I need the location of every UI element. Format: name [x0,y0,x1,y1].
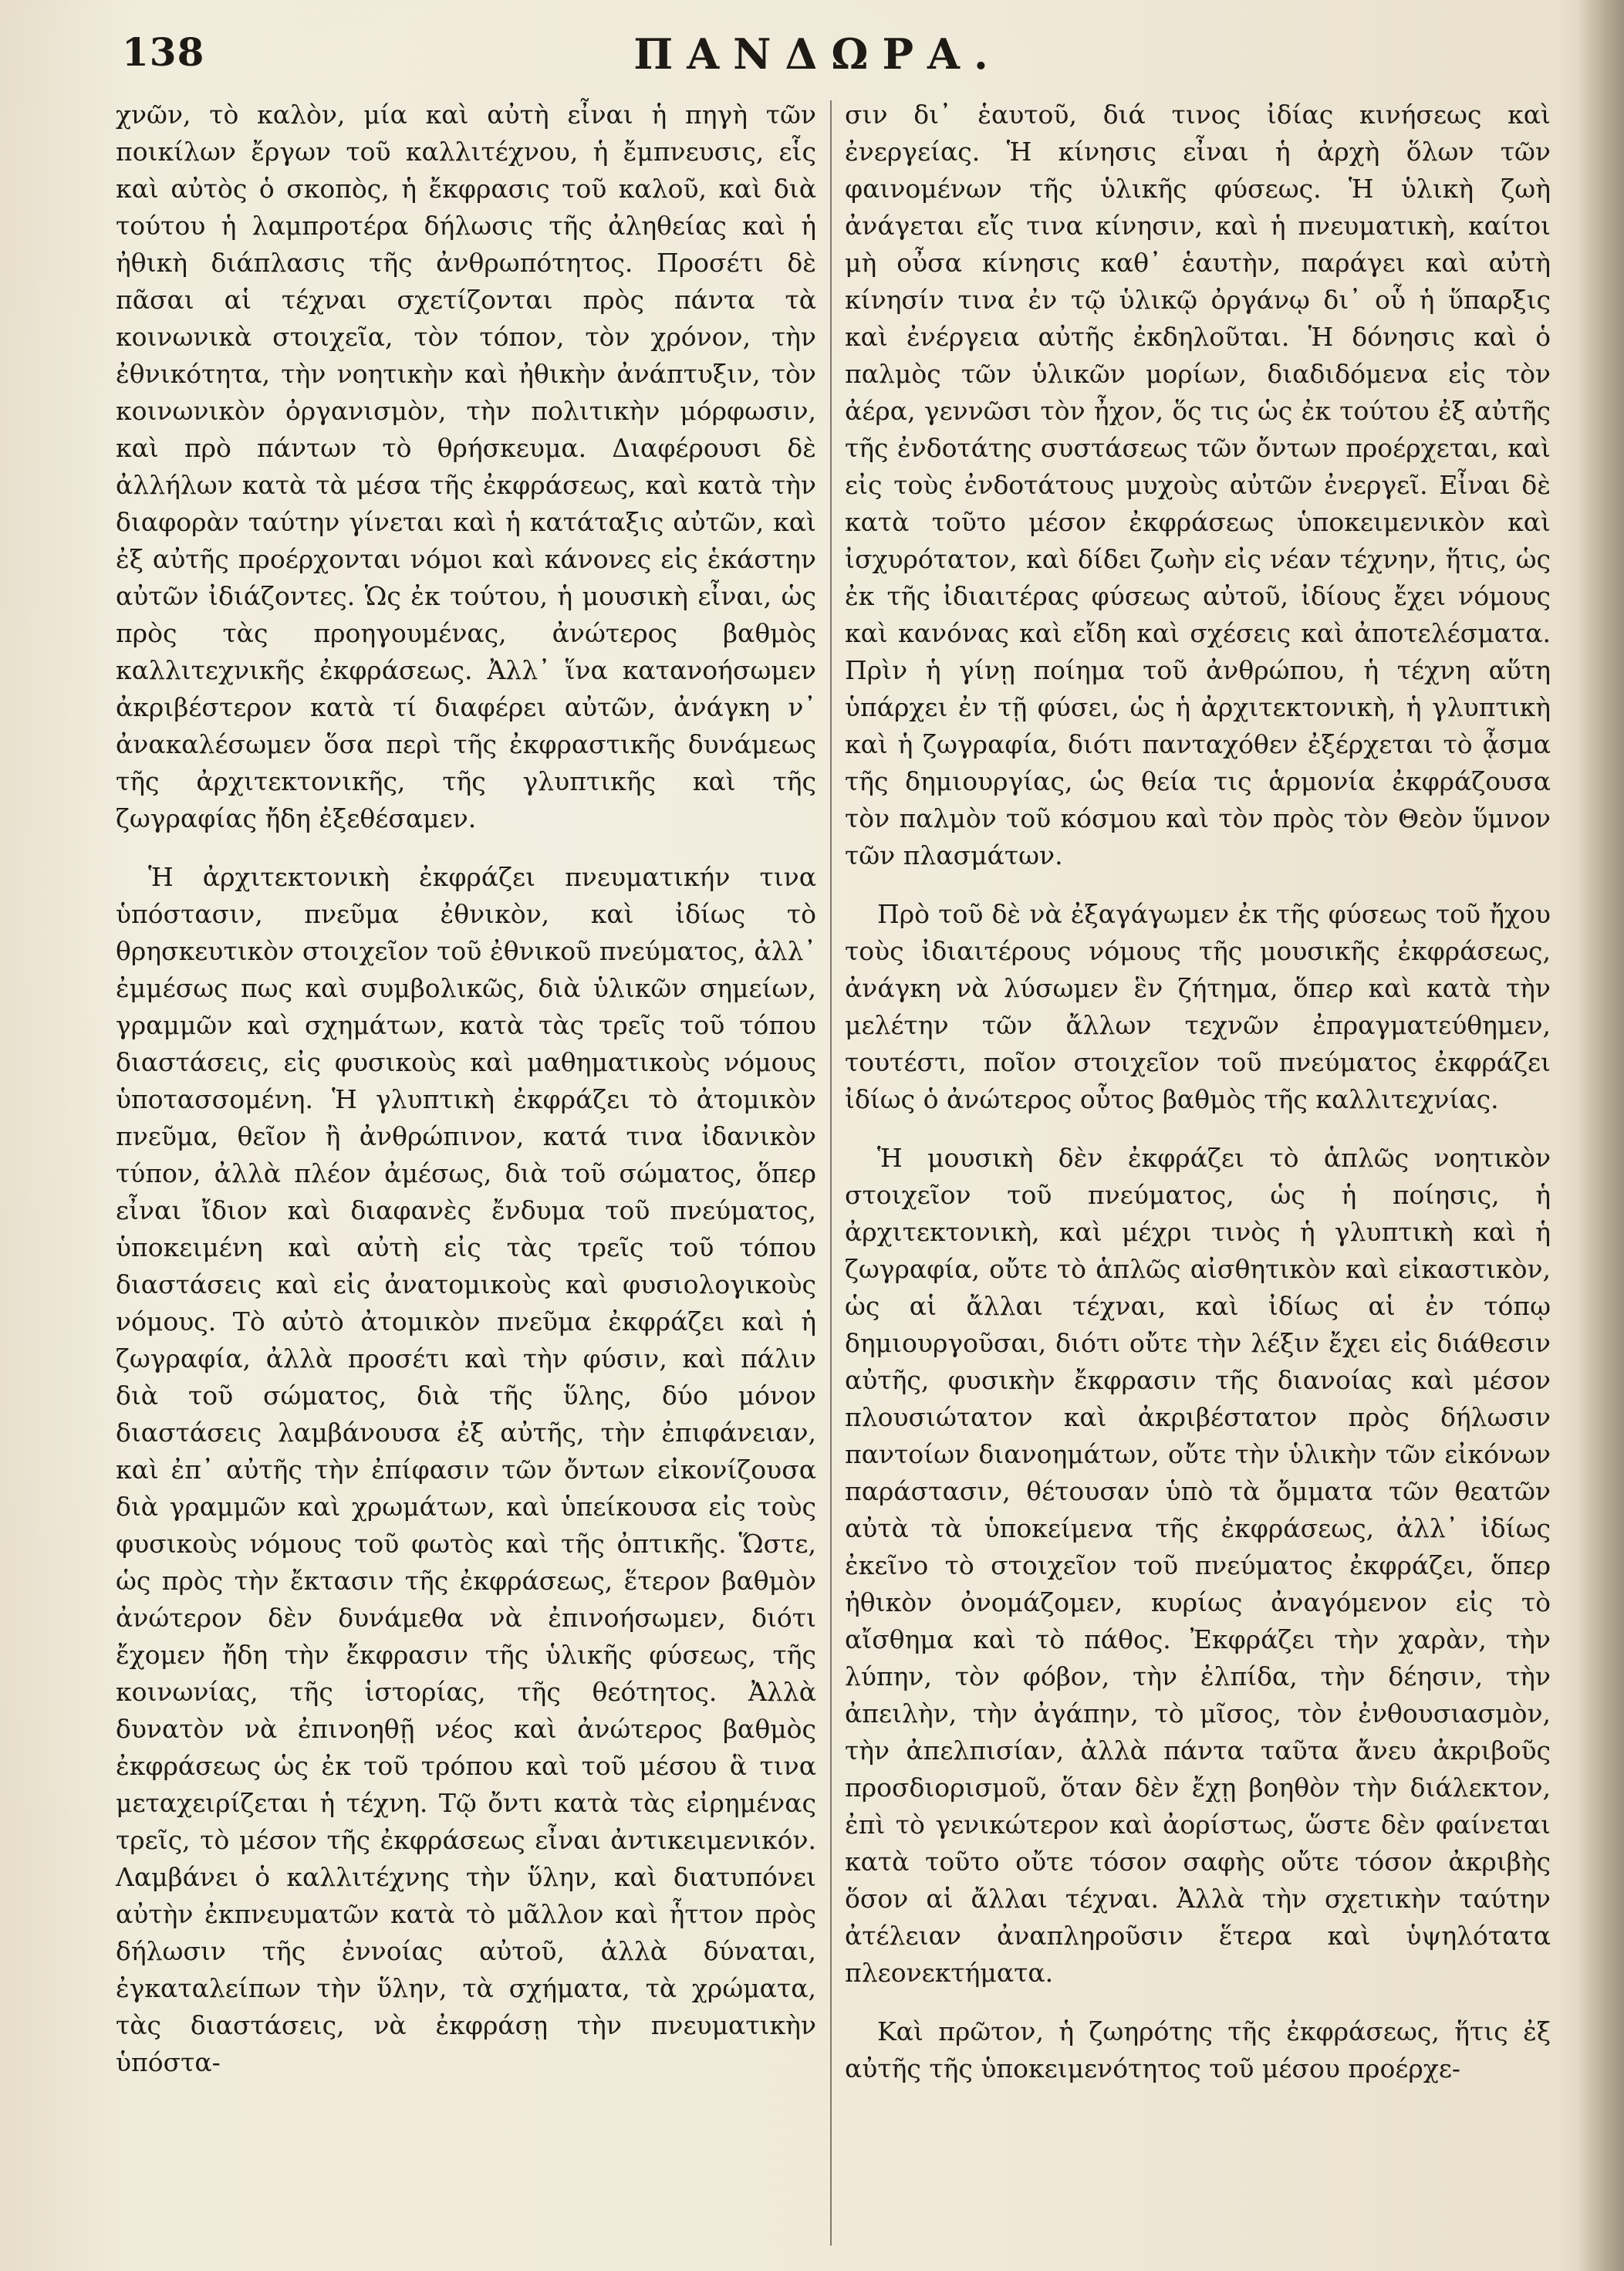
running-title: ΠΑΝΔΩΡΑ. [633,29,1002,79]
left-paragraph-1: χνῶν, τὸ καλὸν, μία καὶ αὐτὴ εἶναι ἡ πηγὴ τῶν ποικίλων ἔργων τοῦ καλλιτέχνου, ἡ ἔμπνευσις, εἷς καὶ αὐτὸς ὁ σκοπὸς, ἡ ἔκφρασις τοῦ καλοῦ, καὶ διὰ τούτου ἡ λαμπροτέρα δήλωσις τῆς ἀληθείας καὶ ἡ ἠθικὴ διάπλασις τῆς ἀνθρωπότητος. Προσέτι δὲ πᾶσαι αἱ τέχναι σχετίζονται πρὸς πάντα τὰ κοινωνικὰ στοιχεῖα, τὸν τόπον, τὸν χρόνον, τὴν ἐθνικότητα, τὴν νοητικὴν καὶ ἠθικὴν ἀνάπτυξιν, τὸν κοινωνικὸν ὀργανισμὸν, τὴν πολιτικὴν μόρφωσιν, καὶ πρὸ πάντων τὸ θρήσκευμα. Διαφέρουσι δὲ ἀλλήλων κατὰ τὰ μέσα τῆς ἐκφράσεως, καὶ κατὰ τὴν διαφορὰν ταύτην γίνεται καὶ ἡ κατάταξις αὐτῶν, καὶ ἐξ αὐτῆς προέρχονται νόμοι καὶ κάνονες εἰς ἑκάστην αὐτῶν ἰδιάζοντες. Ὡς ἐκ τούτου, ἡ μουσικὴ εἶναι, ὡς πρὸς τὰς προηγουμένας, ἀνώτερος βαθμὸς καλλιτεχνικῆς ἐκφράσεως. Ἀλλ᾽ ἵνα κατανοήσωμεν ἀκριβέστερον κατὰ τί διαφέρει αὐτῶν, ἀνάγκη ν᾽ ἀνακαλέσωμεν ὅσα περὶ τῆς ἐκφραστικῆς δυνάμεως τῆς ἀρχιτεκτονικῆς, τῆς γλυπτικῆς καὶ τῆς ζωγραφίας ἤδη ἐξεθέσαμεν. [116,100,816,833]
page-edge-shadow [1578,0,1624,2271]
left-paragraph-2: Ἡ ἀρχιτεκτονικὴ ἐκφράζει πνευματικήν τινα ὑπόστασιν, πνεῦμα ἐθνικὸν, καὶ ἰδίως τὸ θρησκευτικὸν στοιχεῖον τοῦ ἐθνικοῦ πνεύματος, ἀλλ᾽ ἐμμέσως πως καὶ συμβολικῶς, διὰ ὑλικῶν σημείων, γραμμῶν καὶ σχημάτων, κατὰ τὰς τρεῖς τοῦ τόπου διαστάσεις, εἰς φυσικοὺς καὶ μαθηματικοὺς νόμους ὑποτασσομένη. Ἡ γλυπτικὴ ἐκφράζει τὸ ἀτομικὸν πνεῦμα, θεῖον ἢ ἀνθρώπινον, κατά τινα ἰδανικὸν τύπον, ἀλλὰ πλέον ἀμέσως, διὰ τοῦ σώματος, ὅπερ εἶναι ἴδιον καὶ διαφανὲς ἔνδυμα τοῦ πνεύματος, ὑποκειμένη καὶ αὐτὴ εἰς τὰς τρεῖς τοῦ τόπου διαστάσεις καὶ εἰς ἀνατομικοὺς καὶ φυσιολογικοὺς νόμους. Τὸ αὐτὸ ἀτομικὸν πνεῦμα ἐκφράζει καὶ ἡ ζωγραφία, ἀλλὰ προσέτι καὶ τὴν φύσιν, καὶ πάλιν διὰ τοῦ σώματος, διὰ τῆς ὕλης, δύο μόνον διαστάσεις λαμβάνουσα ἐξ αὐτῆς, τὴν ἐπιφάνειαν, καὶ ἐπ᾽ αὐτῆς τὴν ἐπίφασιν τῶν ὄντων εἰκονίζουσα διὰ γραμμῶν καὶ χρωμάτων, καὶ ὑπείκουσα εἰς τοὺς φυσικοὺς νόμους τοῦ φωτὸς καὶ τῆς ὀπτικῆς. Ὥστε, ὡς πρὸς τὴν ἔκτασιν τῆς ἐκφράσεως, ἕτερον βαθμὸν ἀνώτερον δὲν δυνάμεθα νὰ ἐπινοήσωμεν, διότι ἔχομεν ἤδη τὴν ἔκφρασιν τῆς ὑλικῆς φύσεως, τῆς κοινωνίας, τῆς ἱστορίας, τῆς θεότητος. Ἀλλὰ δυνατὸν νὰ ἐπινοηθῇ νέος καὶ ἀνώτερος βαθμὸς ἐκφράσεως ὡς ἐκ τοῦ τρόπου καὶ τοῦ μέσου ἃ τινα μεταχειρίζεται ἡ τέχνη. Τῷ ὄντι κατὰ τὰς εἰρημένας τρεῖς, τὸ μέσον τῆς ἐκφράσεως εἶναι ἀντικειμενικόν. Λαμβάνει ὁ καλλιτέχνης τὴν ὕλην, καὶ διατυπόνει αὐτὴν ἐκπνευματῶν κατὰ τὸ μᾶλλον καὶ ἧττον πρὸς δήλωσιν τῆς ἐννοίας αὐτοῦ, ἀλλὰ δύναται, ἐγκαταλείπων τὴν ὕλην, τὰ σχήματα, τὰ χρώματα, τὰς διαστάσεις, νὰ ἐκφράσῃ τὴν πνευματικὴν ὑπόστα- [116,862,816,2077]
page-header [116,29,1520,99]
right-paragraph-2: Πρὸ τοῦ δὲ νὰ ἐξαγάγωμεν ἐκ τῆς φύσεως τοῦ ἤχου τοὺς ἰδιαιτέρους νόμους τῆς μουσικῆς ἐκφράσεως, ἀνάγκη νὰ λύσωμεν ἓν ζήτημα, ὅπερ καὶ κατὰ τὴν μελέτην τῶν ἄλλων τεχνῶν ἐπραγματεύθημεν, τουτέστι, ποῖον στοιχεῖον τοῦ πνεύματος ἐκφράζει ἰδίως ὁ ἀνώτερος οὗτος βαθμὸς τῆς καλλιτεχνίας. [845,899,1551,1114]
left-column [116,96,816,2081]
page-number: 138 [122,29,205,75]
right-paragraph-1: σιν δι᾽ ἑαυτοῦ, διά τινος ἰδίας κινήσεως καὶ ἐνεργείας. Ἡ κίνησις εἶναι ἡ ἀρχὴ ὅλων τῶν φαινομένων τῆς ὑλικῆς φύσεως. Ἡ ὑλικὴ ζωὴ ἀνάγεται εἴς τινα κίνησιν, καὶ ἡ πνευματικὴ, καίτοι μὴ οὖσα κίνησις καθ᾽ ἑαυτὴν, παράγει καὶ αὐτὴ κίνησίν τινα ἐν τῷ ὑλικῷ ὀργάνῳ δι᾽ οὗ ἡ ὕπαρξις καὶ ἐνέργεια αὐτῆς ἐκδηλοῦται. Ἡ δόνησις καὶ ὁ παλμὸς τῶν ὑλικῶν μορίων, διαδιδόμενα εἰς τὸν ἀέρα, γεννῶσι τὸν ἦχον, ὅς τις ὡς ἐκ τούτου ἐξ αὐτῆς τῆς ἐνδοτάτης συστάσεως τῶν ὄντων προέρχεται, καὶ εἰς τοὺς ἐνδοτάτους μυχοὺς αὐτῶν ἐνεργεῖ. Εἶναι δὲ κατὰ τοῦτο μέσον ἐκφράσεως ὑποκειμενικὸν καὶ ἰσχυρότατον, καὶ δίδει ζωὴν εἰς νέαν τέχνην, ἥτις, ὡς ἐκ τῆς ἰδιαιτέρας φύσεως αὐτοῦ, ἰδίους ἔχει νόμους καὶ κανόνας καὶ εἴδη καὶ σχέσεις καὶ ἀποτελέσματα. Πρὶν ἡ γίνῃ ποίημα τοῦ ἀνθρώπου, ἡ τέχνη αὕτη ὑπάρχει ἐν τῇ φύσει, ὡς ἡ ἀρχιτεκτονικὴ, ἡ γλυπτικὴ καὶ ἡ ζωγραφία, διότι πανταχόθεν ἐξέρχεται τὸ ᾆσμα τῆς δημιουργίας, ὡς θεία τις ἁρμονία ἐκφράζουσα τὸν παλμὸν τοῦ κόσμου καὶ τὸν πρὸς τὸν Θεὸν ὕμνον τῶν πλασμάτων. [845,100,1551,870]
column-divider [830,100,832,2246]
right-paragraph-3: Ἡ μουσικὴ δὲν ἐκφράζει τὸ ἁπλῶς νοητικὸν στοιχεῖον τοῦ πνεύματος, ὡς ἡ ποίησις, ἡ ἀρχιτεκτονικὴ, καὶ μέχρι τινὸς ἡ γλυπτικὴ καὶ ἡ ζωγραφία, οὔτε τὸ ἁπλῶς αἰσθητικὸν καὶ εἰκαστικὸν, ὡς αἱ ἄλλαι τέχναι, καὶ ἰδίως αἱ ἐν τόπῳ δημιουργοῦσαι, διότι οὔτε τὴν λέξιν ἔχει εἰς διάθεσιν αὐτῆς, φυσικὴν ἔκφρασιν τῆς διανοίας καὶ μέσον πλουσιώτατον καὶ ἀκριβέστατον πρὸς δήλωσιν παντοίων διανοημάτων, οὔτε τὴν ὑλικὴν τῶν εἰκόνων παράστασιν, θέτουσαν ὑπὸ τὰ ὄμματα τῶν θεατῶν αὐτὰ τὰ ὑποκείμενα τῆς ἐκφράσεως, ἀλλ᾽ ἰδίως ἐκεῖνο τὸ στοιχεῖον τοῦ πνεύματος ἐκφράζει, ὅπερ ἠθικὸν ὀνομάζομεν, κυρίως ἀναγόμενον εἰς τὸ αἴσθημα καὶ τὸ πάθος. Ἐκφράζει τὴν χαρὰν, τὴν λύπην, τὸν φόβον, τὴν ἐλπίδα, τὴν δέησιν, τὴν ἀπειλὴν, τὴν ἀγάπην, τὸ μῖσος, τὸν ἐνθουσιασμὸν, τὴν ἀπελπισίαν, ἀλλὰ πάντα ταῦτα ἄνευ ἀκριβοῦς προσδιορισμοῦ, ὅταν δὲν ἔχῃ βοηθὸν τὴν διάλεκτον, ἐπὶ τὸ γενικώτερον καὶ ἀορίστως, ὥστε δὲν φαίνεται κατὰ τοῦτο οὔτε τόσον σαφὴς οὔτε τόσον ἀκριβὴς ὅσον αἱ ἄλλαι τέχναι. Ἀλλὰ τὴν σχετικὴν ταύτην ἀτέλειαν ἀναπληροῦσιν ἕτερα καὶ ὑψηλότατα πλεονεκτήματα. [845,1143,1551,1988]
right-paragraph-4: Καὶ πρῶτον, ἡ ζωηρότης τῆς ἐκφράσεως, ἥτις ἐξ αὐτῆς τῆς ὑποκειμενότητος τοῦ μέσου προέρχε- [845,2016,1551,2083]
right-column [845,96,1551,2087]
